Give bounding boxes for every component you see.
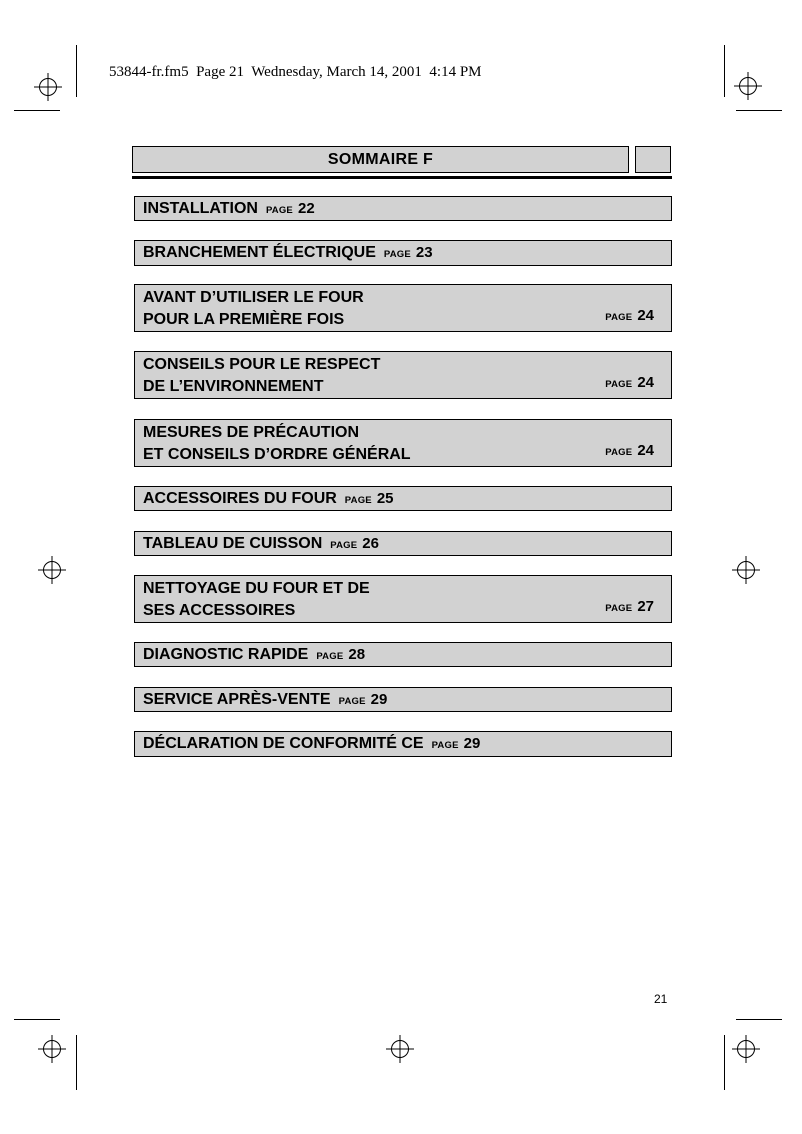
page-number: 22 (297, 200, 315, 217)
toc-divider-rule (132, 176, 672, 179)
toc-entry-accessoires-four (134, 486, 672, 511)
toc-entry-mesures-precaution (134, 419, 672, 467)
page-word: PAGE (344, 495, 372, 506)
registration-mark-middle-right (731, 555, 761, 585)
page-word: PAGE (431, 740, 459, 751)
page-number: 29 (370, 691, 388, 708)
page-reference (605, 374, 654, 392)
crop-mark-top-right-vertical (724, 45, 725, 97)
page-number: 25 (376, 490, 394, 507)
entry-title-line1: CONSEILS POUR LE RESPECT (143, 356, 381, 373)
page-number: 24 (637, 442, 654, 459)
toc-entry-branchement-electrique (134, 240, 672, 266)
crop-mark-bottom-left-horizontal (14, 1019, 60, 1020)
crop-mark-bottom-right-horizontal (736, 1019, 782, 1020)
page-number: 24 (637, 307, 654, 324)
entry-title: DIAGNOSTIC RAPIDE (143, 646, 309, 663)
toc-entry-service-apres-vente (134, 687, 672, 712)
toc-title: SOMMAIRE F (327, 151, 434, 168)
toc-title-box (132, 146, 629, 173)
page-word: PAGE (383, 249, 411, 260)
registration-mark-top-right (733, 71, 763, 101)
entry-title: INSTALLATION (143, 200, 258, 217)
page-word: PAGE (605, 379, 633, 390)
entry-title: ACCESSOIRES DU FOUR (143, 490, 337, 507)
entry-title: DÉCLARATION DE CONFORMITÉ CE (143, 735, 424, 752)
page-reference (605, 442, 654, 460)
entry-title: TABLEAU DE CUISSON (143, 535, 323, 552)
page-word: PAGE (605, 312, 633, 323)
folio-page-number: 21 (654, 992, 668, 1006)
page-number: 27 (637, 598, 654, 615)
toc-entry-declaration-conformite (134, 731, 672, 757)
page-word: PAGE (605, 603, 633, 614)
registration-mark-bottom-center (385, 1034, 415, 1064)
page-word: PAGE (605, 447, 633, 458)
entry-title-line1: AVANT D’UTILISER LE FOUR (143, 289, 364, 306)
crop-mark-bottom-right-vertical (724, 1035, 725, 1090)
page-reference (605, 307, 654, 325)
entry-title-line2: ET CONSEILS D’ORDRE GÉNÉRAL (143, 446, 411, 463)
entry-title-line2: DE L’ENVIRONNEMENT (143, 378, 324, 395)
entry-title: BRANCHEMENT ÉLECTRIQUE (143, 244, 376, 261)
page-number: 26 (362, 535, 379, 552)
page-number: 24 (637, 374, 654, 391)
crop-mark-bottom-left-vertical (76, 1035, 77, 1090)
toc-entry-avant-utiliser (134, 284, 672, 332)
toc-entry-installation (134, 196, 672, 221)
entry-title-line1: MESURES DE PRÉCAUTION (143, 424, 360, 441)
entry-title: SERVICE APRÈS-VENTE (143, 691, 331, 708)
crop-mark-top-right-horizontal (736, 110, 782, 111)
entry-title-line2: POUR LA PREMIÈRE FOIS (143, 311, 345, 328)
page-word: PAGE (265, 205, 293, 216)
registration-mark-top-left (33, 72, 63, 102)
page-word: PAGE (330, 540, 358, 551)
crop-mark-top-left-vertical (76, 45, 77, 97)
entry-title-line1: NETTOYAGE DU FOUR ET DE (143, 580, 370, 597)
toc-title-side-box (635, 146, 671, 173)
toc-entry-nettoyage-four (134, 575, 672, 623)
toc-entry-conseils-environnement (134, 351, 672, 399)
registration-mark-bottom-right (731, 1034, 761, 1064)
registration-mark-middle-left (37, 555, 67, 585)
registration-mark-bottom-left (37, 1034, 67, 1064)
toc-entry-diagnostic-rapide (134, 642, 672, 667)
page-reference (605, 598, 654, 616)
page-word: PAGE (316, 651, 344, 662)
crop-mark-top-left-horizontal (14, 110, 60, 111)
page-number: 23 (415, 244, 433, 261)
page-number: 29 (463, 735, 481, 752)
page-word: PAGE (338, 696, 366, 707)
page-number: 28 (348, 646, 366, 663)
entry-title-line2: SES ACCESSOIRES (143, 602, 296, 619)
file-info-header: 53844-fr.fm5 Page 21 Wednesday, March 14, 2001 4:14 PM (109, 64, 482, 80)
toc-entry-tableau-cuisson (134, 531, 672, 556)
